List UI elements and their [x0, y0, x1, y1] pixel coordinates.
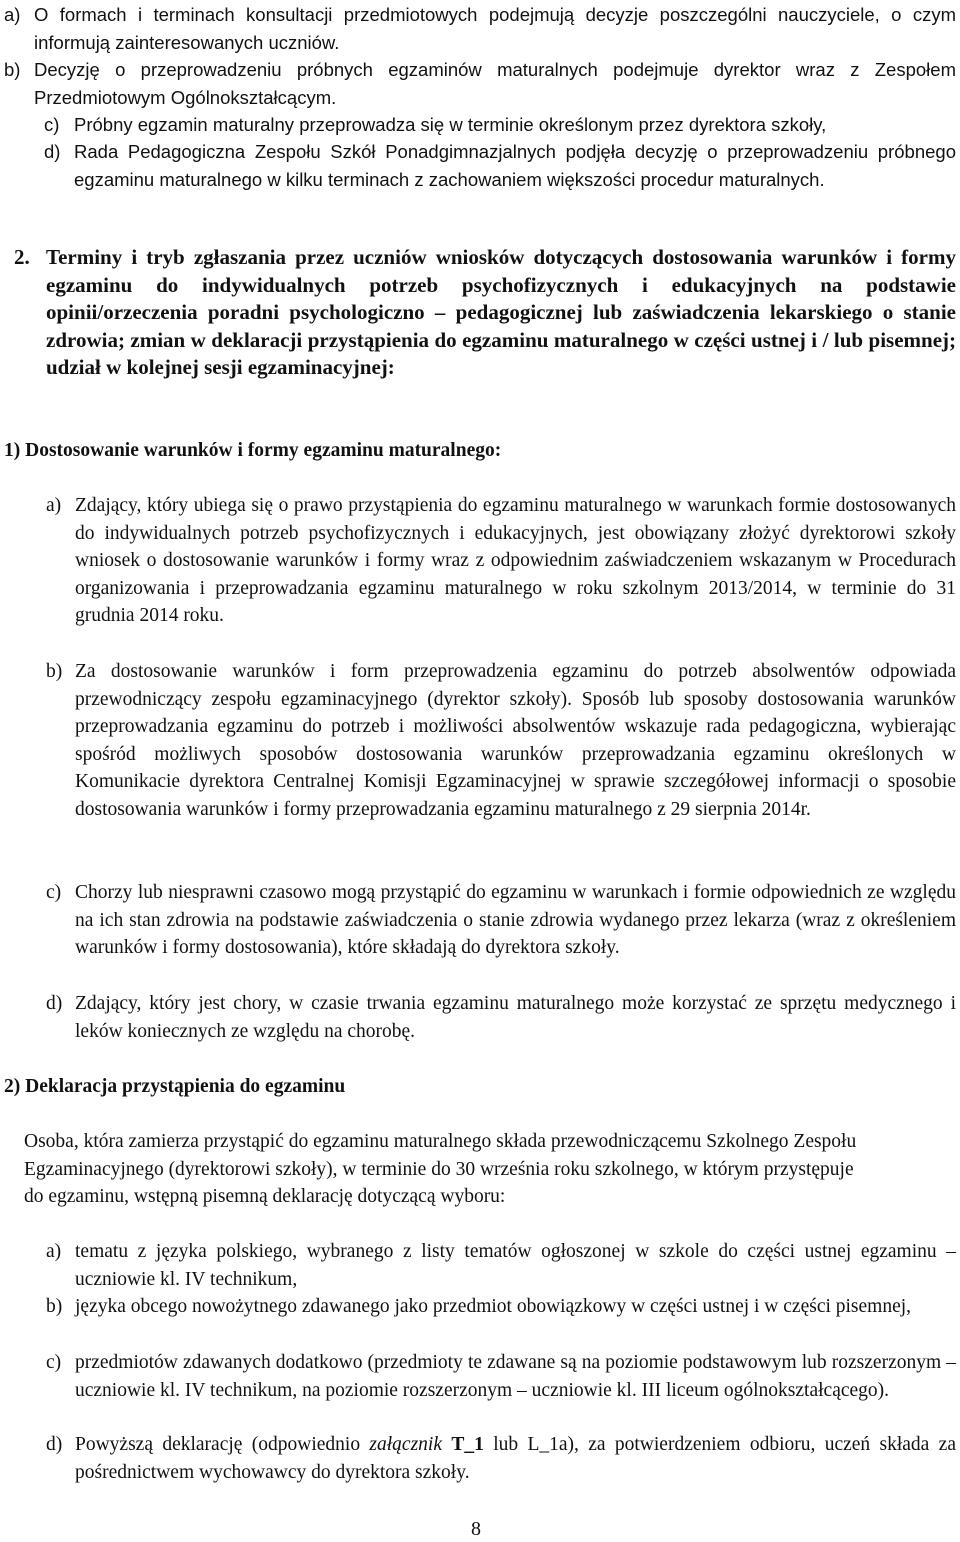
- list-item: [46, 1431, 956, 1486]
- list-item-text: Chorzy lub niesprawni czasowo mogą przystąpić do egzaminu w warunkach i formie odpowiednich ze względu na ich stan zdrowia na podstawie zaświadczenia o stanie zdrowia wydanego przez lekarza (wraz z określeniem warunków i formy dostosowania), które składają do dyrektora szkoły.: [75, 882, 956, 958]
- list-item-text: przedmiotów zdawanych dodatkowo (przedmioty te zdawane są na poziomie podstawowym lub rozszerzonym – uczniowie kl. IV technikum, na poziomie rozszerzonym – uczniowie kl. III liceum ogólnokształcącego).: [75, 1352, 956, 1401]
- subsection-heading: [4, 437, 944, 465]
- text-run: lub L_1a), za potwierdzeniem odbioru, uczeń składa za pośrednictwem wychowawcy do dyrektora szkoły.: [75, 1434, 956, 1483]
- list-item: [4, 56, 956, 111]
- paragraph-text: Osoba, która zamierza przystąpić do egzaminu maturalnego składa przewodniczącemu Szkolnego Zespołu Egzaminacyjnego (dyrektorowi szkoły), w terminie do 30 września roku szkolnego, w którym przystępuje do egzaminu, wstępną pisemną deklarację dotyczącą wyboru:: [24, 1131, 857, 1207]
- list-item-text: Za dostosowanie warunków i form przeprowadzenia egzaminu do potrzeb absolwentów odpowiada przewodniczący zespołu egzaminacyjnego (dyrektor szkoły). Sposób lub sposoby dostosowania warunków przeprowadzania egzaminu do potrzeb i możliwości absolwentów wskazuje rada pedagogiczna, wybierając spośród możliwych sposobów dostosowania warunków przeprowadzania egzaminu określonych w Komunikacie dyrektora Centralnej Komisji Egzaminacyjnej w sprawie szczegółowej informacji o sposobie dostosowania warunków i formy przeprowadzania egzaminu maturalnego z 29 sierpnia 2014r.: [75, 661, 956, 820]
- list-marker: c): [44, 114, 60, 135]
- list-marker: d): [44, 141, 61, 162]
- bold-run: T_1: [451, 1434, 484, 1455]
- list-item: [46, 658, 956, 823]
- list-marker: d): [46, 993, 63, 1014]
- list-marker: b): [46, 661, 63, 682]
- subsection-title: 1) Dostosowanie warunków i formy egzaminu maturalnego:: [4, 440, 502, 461]
- subsection-heading: [4, 1073, 944, 1101]
- list-item: [46, 492, 956, 630]
- list-item-text: Rada Pedagogiczna Zespołu Szkół Ponadgimnazjalnych podjęła decyzję o przeprowadzeniu próbnego egzaminu maturalnego w kilku terminach z zachowaniem większości procedur maturalnych.: [74, 141, 956, 190]
- list-item: [46, 1293, 956, 1321]
- list-item: [46, 990, 956, 1045]
- list-item: [44, 111, 956, 139]
- list-item: [44, 138, 956, 193]
- list-item-text: O formach i terminach konsultacji przedmiotowych podejmują decyzje poszczególni nauczyciele, o czym informują zainteresowanych uczniów.: [34, 4, 956, 53]
- list-item-text: Próbny egzamin maturalny przeprowadza się w terminie określonym przez dyrektora szkoły,: [74, 114, 827, 135]
- list-marker: c): [46, 882, 62, 903]
- list-item: [46, 1349, 956, 1404]
- list-item-text: [46, 1431, 956, 1486]
- list-item-text: języka obcego nowożytnego zdawanego jako przedmiot obowiązkowy w części ustnej i w części pisemnej,: [75, 1296, 912, 1317]
- text-run: Powyższą deklarację (odpowiednio: [75, 1434, 370, 1455]
- section-title: Terminy i tryb zgłaszania przez uczniów wniosków dotyczących dostosowania warunków i formy egzaminu do indywidualnych potrzeb psychofizycznych i edukacyjnych na podstawie opinii/orzeczenia poradni psychologiczno – pedagogicznej lub zaświadczenia lekarskiego o stanie zdrowia; zmian w deklaracji przystąpienia do egzaminu maturalnego w części ustnej i / lub pisemnej; udział w kolejnej sesji egzaminacyjnej:: [46, 245, 956, 380]
- list-marker: d): [46, 1434, 63, 1455]
- subsection-title: 2) Deklaracja przystąpienia do egzaminu: [4, 1076, 346, 1097]
- list-item-text: Zdający, który ubiega się o prawo przystąpienia do egzaminu maturalnego w warunkach formie dostosowanych do indywidualnych potrzeb psychofizycznych i edukacyjnych, jest obowiązany złożyć dyrektorowi szkoły wniosek o dostosowanie warunków i formy wraz z odpowiednim zaświadczeniem wskazanym w Procedurach organizowania i przeprowadzania egzaminu maturalnego w roku szkolnym 2013/2014, w terminie do 31 grudnia 2014 roku.: [75, 495, 956, 626]
- list-item: [46, 879, 956, 962]
- list-item-text: Decyzję o przeprowadzeniu próbnych egzaminów maturalnych podejmuje dyrektor wraz z Zespołem Przedmiotowym Ogólnokształcącym.: [34, 59, 956, 108]
- list-marker: b): [46, 1296, 63, 1317]
- italic-run: załącznik: [369, 1434, 442, 1455]
- section-number: 2.: [14, 245, 30, 269]
- list-item-text: tematu z języka polskiego, wybranego z listy tematów ogłoszonej w szkole do części ustnej egzaminu – uczniowie kl. IV technikum,: [75, 1241, 956, 1290]
- list-marker: a): [46, 495, 62, 516]
- paragraph: [24, 1128, 862, 1211]
- page-number: 8: [471, 1518, 481, 1540]
- list-marker: a): [4, 4, 21, 25]
- list-marker: b): [4, 59, 21, 80]
- list-item-text: Zdający, który jest chory, w czasie trwania egzaminu maturalnego może korzystać ze sprzętu medycznego i leków koniecznych ze względu na chorobę.: [75, 993, 956, 1042]
- list-item: [46, 1238, 956, 1293]
- section-heading: [4, 244, 956, 382]
- list-marker: a): [46, 1241, 62, 1262]
- list-item: [4, 1, 956, 56]
- list-marker: c): [46, 1352, 62, 1373]
